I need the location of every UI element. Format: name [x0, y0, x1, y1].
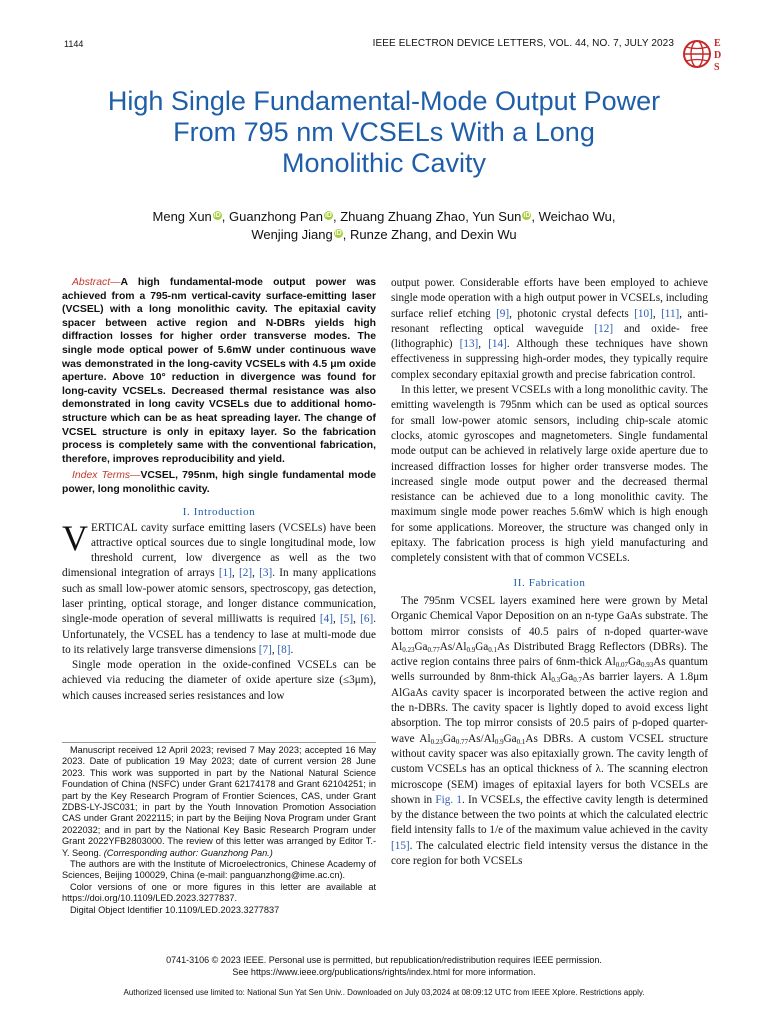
title-line-2: From 795 nm VCSELs With a Long	[173, 117, 595, 147]
citation-link[interactable]: [8]	[277, 643, 291, 656]
section-heading: I. Introduction	[182, 505, 256, 518]
drop-cap: V	[62, 517, 88, 558]
author-name: Wenjing Jiang	[251, 227, 333, 242]
citation-link[interactable]: [5]	[340, 613, 354, 626]
citation-link[interactable]: [4]	[319, 613, 333, 626]
paper-title	[40, 86, 728, 179]
logo-letter-s: S	[714, 62, 720, 73]
chemical-formula: $Al_{0.07}Ga_{0.93}As$	[604, 656, 666, 670]
orcid-icon[interactable]: iD	[523, 212, 531, 219]
corresponding-author: (Corresponding author: Guanzhong Pan.)	[103, 847, 273, 858]
title-line-1: High Single Fundamental-Mode Output Power	[107, 86, 661, 116]
abstract-label: Abstract—	[72, 277, 121, 288]
copyright-notice: 0741-3106 © 2023 IEEE. Personal use is permitted, but republication/redistribution requires IEEE permission. See https://www.ieee.org/publications/rights/index.html for more information.	[166, 955, 602, 977]
globe-icon	[684, 41, 710, 67]
author-list: Meng Xun iD, Guanzhong Pan iD, Zhuang Zhuang Zhao, Yun Sun iD, Weichao Wu, Wenjing Jiang iD, Runze Zhang, and Dexin Wu	[152, 209, 616, 242]
chemical-formula: $Al_{0.23}Ga_{0.77}As/Al_{0.9}Ga_{0.1}As$	[419, 732, 538, 746]
page-number: 1144	[64, 39, 84, 49]
authorized-use-notice: Authorized licensed use limited to: National Sun Yat Sen Univ.. Downloaded on July 03,2024 at 08:09:12 UTC from IEEE Xplore. Restrictions apply.	[123, 988, 645, 997]
logo-letter-d: D	[714, 50, 722, 61]
left-column	[62, 276, 376, 704]
paragraph: In this letter, we present VCSELs with a long monolithic cavity. The emitting wavelength is 795nm which can be used as optical sources for small low-power atomic sensors, including chip-scale atomic clocks, atomic gyroscopes and magnetometers. Single fundamental mode output can be achieved in relatively large oxide aperture due to increased diffraction losses for higher order transverse modes. The increased single mode output power and the decreased thermal resistance can be achieved due to a long monolithic cavity. The maximum single mode power reaches 5.6mW which is high enough for some applications. Moreover, the structure was changed only in epitaxy. The fabrication process is high yield manufacturing and completely consistent with that of common VCSELs.	[391, 384, 708, 565]
chemical-formula: $Al_{0.23}Ga_{0.77}As/Al_{0.9}Ga_{0.1}As$	[391, 640, 510, 654]
citation-link[interactable]: [12]	[594, 322, 614, 335]
citation-link[interactable]: [14]	[488, 338, 507, 351]
citation-link[interactable]: [6]	[360, 613, 374, 626]
author-name: Runze Zhang, and Dexin Wu	[349, 227, 517, 242]
abstract-text: A high fundamental-mode output power was achieved from a 795-nm vertical-cavity surface-emitting laser (VCSEL) with a long monolithic cavity. The epitaxial cavity spacer between active region and N-DBRs yields high diffraction losses for higher order transverse modes. The single mode optical power of 5.6mW under continuous wave was demonstrated in the long-cavity VCSELs with 4.5 μm oxide aperture. Above 10° reduction in divergence was found for long-cavity VCSELs. Decreased thermal resistance was also demonstrated in long cavity VCSELs due to additional homo-structure which can be as heat spreading layer. The change of VCSEL structure is only in epitaxy layer. So the fabrication process is completely same with the conventional fabrication, therefore, improves reproducibility and yield.	[62, 277, 376, 465]
author-name: Zhuang Zhuang Zhao, Yun Sun	[340, 209, 522, 224]
logo-letter-e: E	[714, 38, 721, 49]
abstract	[62, 276, 376, 497]
eds-logo	[680, 34, 724, 74]
citation-link[interactable]: [7]	[258, 643, 272, 656]
author-name: Weichao Wu,	[538, 209, 616, 224]
paragraph: Single mode operation in the oxide-confined VCSELs can be achieved via reducing the diameter of oxide aperture size (≤3μm), which causes increased series resistances and low	[62, 659, 376, 702]
citation-link[interactable]: [1]	[218, 567, 232, 580]
citation-link[interactable]: [11]	[661, 307, 680, 320]
section-title: Fabrication	[528, 576, 586, 589]
introduction-body: VERTICAL cavity surface emitting lasers (VCSELs) have been attractive optical sources due to single longitudinal mode, low threshold current, low divergence as well as the two dimensional integration of arrays [1], [2], [3]. In many applications such as small low-power atomic sensors, spectroscopy, gas detection, laser printing, optical storage, and longer distance communication, single-mode operation of several milliwatts is required [4], [5], [6]. Unfortunately, the VCSEL has a tendency to lase at multi-mode due to its relatively large transverse dimensions [7], [8]. Single mode operation in the oxide-confined VCSELs can be achieved via reducing the diameter of oxide aperture size (≤3μm), which causes increased series resistances and low	[62, 521, 376, 705]
section-heading: II. Fabrication	[513, 576, 586, 589]
orcid-icon[interactable]: iD	[213, 212, 221, 219]
citation-link[interactable]: [10]	[634, 307, 653, 320]
citation-link[interactable]: [2]	[239, 567, 253, 580]
orcid-icon[interactable]: iD	[334, 230, 342, 237]
citation-link[interactable]: [15]	[391, 839, 410, 852]
author-name: Meng Xun	[152, 209, 212, 224]
index-terms-text: VCSEL, 795nm, high single fundamental mode power, long monolithic cavity.	[62, 470, 376, 495]
right-column: output power. Considerable efforts have been employed to achieve single mode operation with a high output power in VCSELs, including surface relief etching [9], photonic crystal defects [10], [11], anti-resonant reflecting optical waveguide [12] and oxide- free (lithographic) [13], [14]. Although these techniques have shown effectiveness in suppressing high-order modes, they typically require complex secondary epitaxial growth and precise fabrication control. In this letter, we present VCSELs with a long monolithic cavity. The emitting wavelength is 795nm which can be used as optical sources for small low-power atomic sensors, including chip-scale atomic clocks, atomic gyroscopes and magnetometers. Single fundamental mode output can be achieved in relatively large oxide aperture due to increased diffraction losses for higher order transverse modes. The increased single mode output power and the decreased thermal resistance can be achieved due to a long monolithic cavity. The maximum single mode power reaches 5.6mW which is high enough for some applications. Moreover, the structure was changed only in epitaxy. The fabrication process is high yield manufacturing and completely consistent with that of common VCSELs. II. Fabrication The 795nm VCSEL layers examined here were grown by Metal Organic Chemical Vapor Deposition on an n-type GaAs substrate. The bottom mirror consists of 40.5 pairs of n-doped quarter-wave $Al_{0.23}Ga_{0.77}As/Al_{0.9}Ga_{0.1}As$ Distributed Bragg Reflectors (DBRs). The active region contains three pairs of 6nm-thick $Al_{0.07}Ga_{0.93}As$ quantum wells surrounded by 8nm-thick $Al_{0.3}Ga_{0.7}As$ barrier layers. A 1.8μm AlGaAs cavity spacer is incorporated between the active region and the n-DBRs. The cavity spacer is lightly doped to avoid excess light absorption. The top mirror consists of 20.5 pairs of p-doped quarter-wave $Al_{0.23}Ga_{0.77}As/Al_{0.9}Ga_{0.1}As$ DBRs. A custom VCSEL structure without cavity spacer was also epitaxially grown. The cavity length of custom VCSELs has an optical thickness of λ. The scanning electron microscope (SEM) images of epitaxial layers for both VCSELs are shown in Fig. 1. In VCSELs, the effective cavity length is determined by the distance between the two points at which the calculated electric field intensity falls to 1/e of the maximum value achieved in the cavity [15]. The calculated electric field intensity versus the distance in the core region for both VCSELs	[391, 277, 709, 867]
citation-link[interactable]: [9]	[496, 307, 510, 320]
chemical-formula: $Al_{0.3}Ga_{0.7}As$	[540, 671, 595, 685]
author-name: Guanzhong Pan	[229, 209, 323, 224]
citation-link[interactable]: [13]	[459, 338, 479, 351]
figure-link[interactable]: Fig. 1	[435, 793, 462, 806]
section-title: Introduction	[193, 505, 256, 518]
journal-header: IEEE ELECTRON DEVICE LETTERS, VOL. 44, NO. 7, JULY 2023	[372, 38, 674, 49]
citation-link[interactable]: [3]	[259, 567, 273, 580]
title-line-3: Monolithic Cavity	[281, 148, 487, 178]
orcid-icon[interactable]: iD	[324, 212, 332, 219]
footnote: Manuscript received 12 April 2023; revised 7 May 2023; accepted 16 May 2023. Date of publication 19 May 2023; date of current version 28 June 2023. This work was supported in part by the National Natural Science Foundation of China (NSFC) under Grant 62174178 and Grant 62104251; in part by the Key Research Program of Frontier Sciences, CAS, under Grant ZDBS-LY-JSC031; in part by the Youth Innovation Promotion Association CAS under Grant 2022115; in part by the Beijing Nova Program under Grant 2022032; and in part by the National Key Basic Research Program under Grant 2022YFB2803000. The review of this letter was arranged by Editor T.-Y. Seong. (Corresponding author: Guanzhong Pan.) The authors are with the Institute of Microelectronics, Chinese Academy of Sciences, Beijing 100029, China (e-mail: panguanzhong@ime.ac.cn). Color versions of one or more figures in this letter are available at https://doi.org/10.1109/LED.2023.3277837. Digital Object Identifier 10.1109/LED.2023.3277837	[62, 742, 376, 916]
index-terms-label: Index Terms—	[72, 470, 141, 482]
